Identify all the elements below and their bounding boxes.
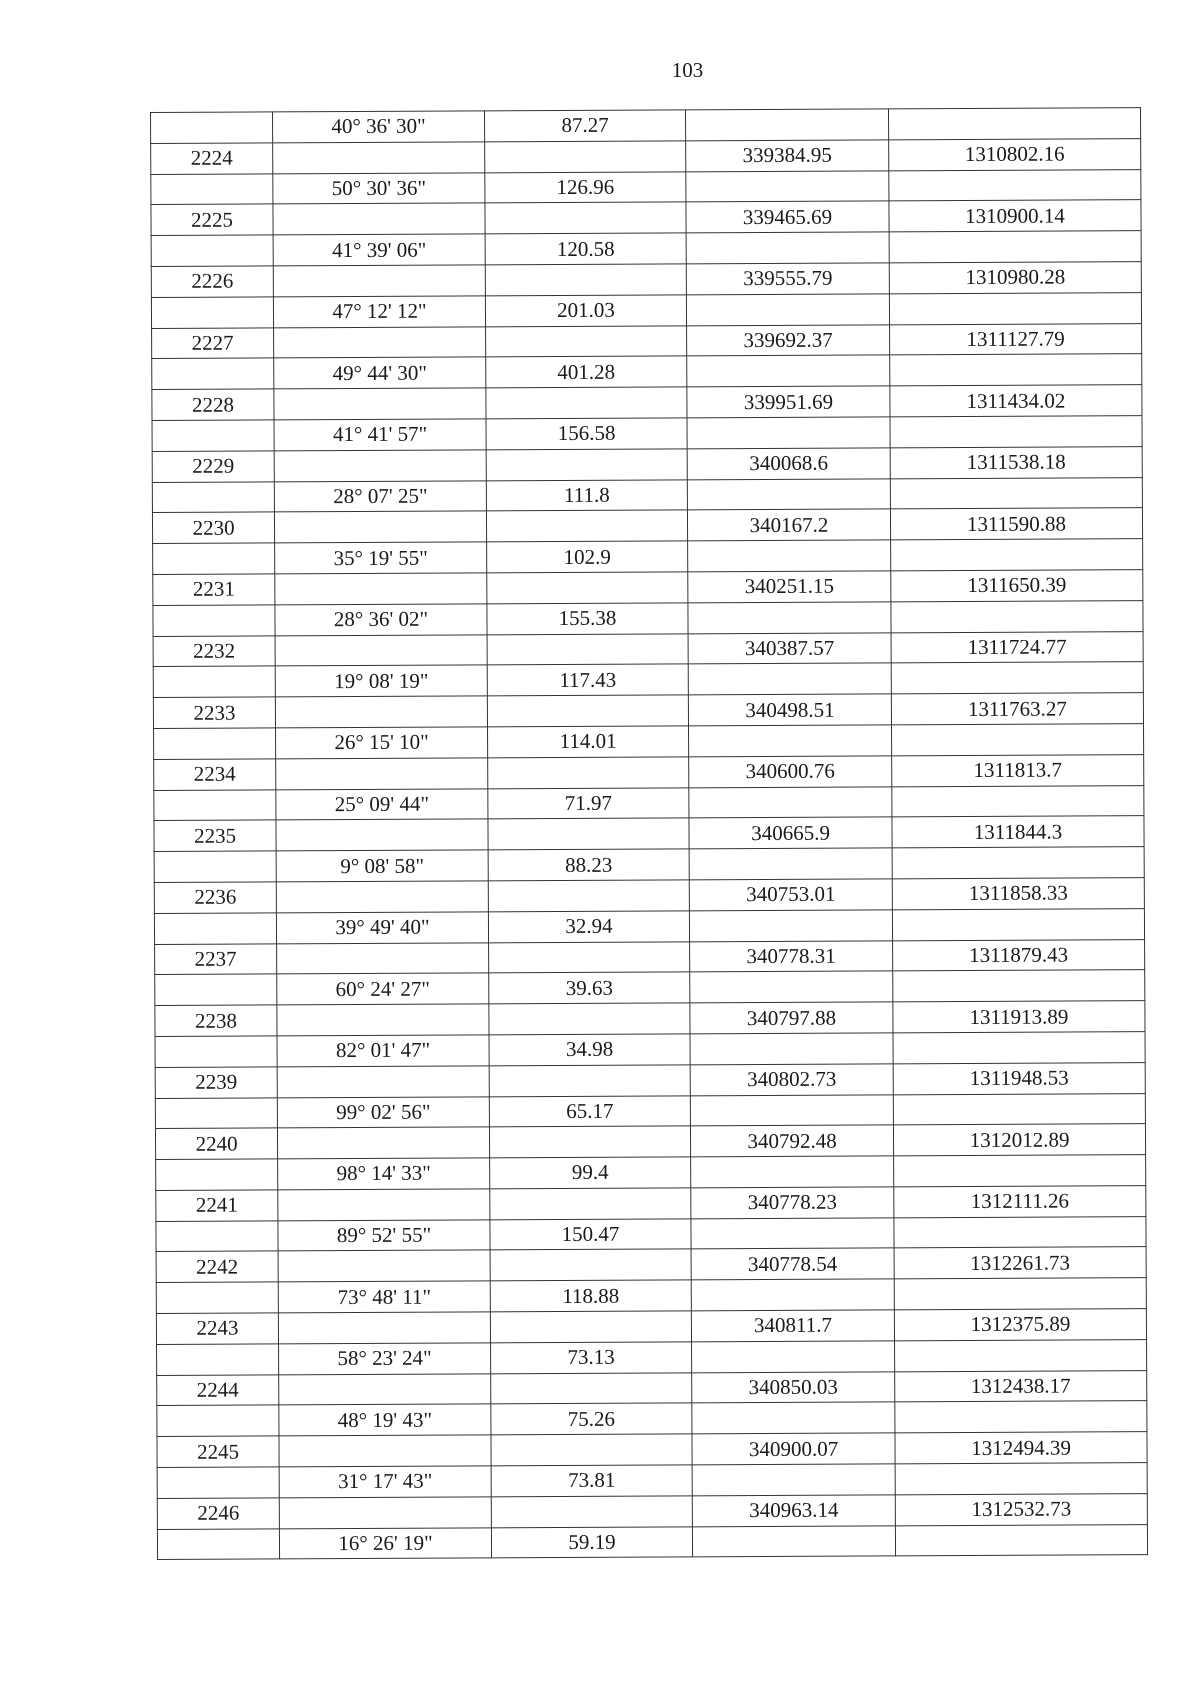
point-row [156, 1247, 1146, 1283]
northing-cell [892, 785, 1144, 817]
bearing-cell: 9° 08' 58" [276, 850, 488, 882]
distance-cell: 87.27 [484, 110, 685, 142]
easting-cell: 340963.14 [692, 1495, 895, 1527]
northing-cell: 1312494.39 [895, 1432, 1147, 1464]
station-cell: 2225 [151, 204, 273, 235]
distance-cell [486, 449, 687, 481]
easting-cell: 340498.51 [688, 694, 891, 726]
bearing-cell: 31° 17' 43" [279, 1466, 491, 1498]
bearing-row [156, 1155, 1146, 1191]
station-cell [155, 974, 277, 1005]
station-cell: 2232 [153, 635, 275, 666]
bearing-row [155, 1032, 1145, 1068]
northing-cell: 1312375.89 [894, 1309, 1146, 1341]
easting-cell: 340900.07 [692, 1433, 895, 1465]
bearing-cell [277, 1004, 489, 1036]
station-cell [151, 173, 273, 204]
station-cell: 2237 [155, 943, 277, 974]
distance-cell: 73.13 [491, 1342, 692, 1374]
easting-cell [685, 109, 888, 141]
station-cell [152, 481, 274, 512]
bearing-cell: 41° 41' 57" [274, 419, 486, 451]
station-cell: 2224 [151, 143, 273, 174]
bearing-cell [277, 942, 489, 974]
easting-cell: 340600.76 [689, 756, 892, 788]
station-cell: 2227 [152, 327, 274, 358]
northing-cell: 1312111.26 [894, 1186, 1146, 1218]
station-cell [155, 1036, 277, 1067]
station-cell [153, 666, 275, 697]
northing-cell [894, 1278, 1146, 1310]
station-cell [156, 1282, 278, 1313]
bearing-cell [274, 326, 486, 358]
easting-cell: 340665.9 [689, 817, 892, 849]
station-cell [154, 789, 276, 820]
easting-cell: 340850.03 [692, 1372, 895, 1404]
bearing-cell [275, 696, 487, 728]
bearing-row [157, 1463, 1147, 1499]
northing-cell [891, 662, 1143, 694]
distance-cell: 73.81 [491, 1465, 692, 1497]
distance-cell [485, 141, 686, 173]
station-cell: 2240 [155, 1128, 277, 1159]
point-row [153, 570, 1143, 606]
easting-cell [688, 540, 891, 572]
easting-cell [686, 294, 889, 326]
bearing-cell [277, 1066, 489, 1098]
bearing-row [157, 1524, 1147, 1560]
distance-cell [491, 1434, 692, 1466]
northing-cell [892, 847, 1144, 879]
bearing-row [154, 908, 1144, 944]
station-cell [157, 1344, 279, 1375]
bearing-cell: 39° 49' 40" [276, 912, 488, 944]
point-row [154, 816, 1144, 852]
northing-cell [893, 970, 1145, 1002]
distance-cell [489, 941, 690, 973]
station-cell: 2233 [153, 697, 275, 728]
station-cell: 2244 [157, 1375, 279, 1406]
easting-cell [689, 725, 892, 757]
distance-cell [486, 387, 687, 419]
distance-cell: 65.17 [489, 1095, 690, 1127]
easting-cell [690, 1033, 893, 1065]
northing-cell: 1311858.33 [892, 878, 1144, 910]
easting-cell [692, 1341, 895, 1373]
northing-cell [890, 477, 1142, 509]
easting-cell [692, 1464, 895, 1496]
northing-cell [895, 1463, 1147, 1495]
bearing-cell: 28° 36' 02" [275, 604, 487, 636]
distance-cell: 99.4 [490, 1157, 691, 1189]
point-row [154, 878, 1144, 914]
easting-cell [692, 1526, 895, 1558]
point-row [151, 138, 1141, 174]
bearing-cell: 48° 19' 43" [279, 1404, 491, 1436]
distance-cell: 88.23 [488, 849, 689, 881]
easting-cell [691, 1156, 894, 1188]
distance-cell [491, 1496, 692, 1528]
point-row [157, 1432, 1147, 1468]
bearing-cell [274, 511, 486, 543]
distance-cell: 155.38 [487, 603, 688, 635]
northing-cell [895, 1340, 1147, 1372]
point-row [155, 1124, 1145, 1160]
easting-cell: 340802.73 [690, 1064, 893, 1096]
station-cell [154, 913, 276, 944]
station-cell: 2245 [157, 1436, 279, 1467]
distance-cell [490, 1311, 691, 1343]
distance-cell [489, 1003, 690, 1035]
northing-cell: 1311813.7 [892, 754, 1144, 786]
distance-cell: 201.03 [485, 295, 686, 327]
distance-cell [486, 325, 687, 357]
bearing-cell [276, 758, 488, 790]
point-row [153, 693, 1143, 729]
distance-cell [489, 1126, 690, 1158]
northing-cell: 1311948.53 [893, 1062, 1145, 1094]
station-cell [153, 605, 275, 636]
bearing-cell [274, 388, 486, 420]
easting-cell: 340778.23 [691, 1187, 894, 1219]
northing-cell: 1312438.17 [895, 1370, 1147, 1402]
bearing-cell [275, 573, 487, 605]
bearing-row [157, 1401, 1147, 1437]
distance-cell [490, 1249, 691, 1281]
easting-cell [691, 1279, 894, 1311]
distance-cell: 71.97 [488, 787, 689, 819]
bearing-row [154, 785, 1144, 821]
easting-cell [690, 1094, 893, 1126]
easting-cell: 340251.15 [688, 571, 891, 603]
distance-cell: 126.96 [485, 171, 686, 203]
point-row [157, 1370, 1147, 1406]
easting-cell: 340778.54 [691, 1248, 894, 1280]
bearing-row [154, 724, 1144, 760]
northing-cell: 1311913.89 [893, 1001, 1145, 1033]
distance-cell: 401.28 [486, 356, 687, 388]
station-cell [151, 112, 273, 143]
bearing-cell [273, 142, 485, 174]
northing-cell [890, 354, 1142, 386]
northing-cell: 1312012.89 [893, 1124, 1145, 1156]
point-row [153, 631, 1143, 667]
bearing-cell: 99° 02' 56" [277, 1096, 489, 1128]
distance-cell [488, 880, 689, 912]
bearing-cell: 26° 15' 10" [276, 727, 488, 759]
northing-cell: 1312532.73 [895, 1494, 1147, 1526]
point-row [157, 1494, 1147, 1530]
distance-cell [491, 1373, 692, 1405]
point-row [155, 1062, 1145, 1098]
bearing-cell [277, 1127, 489, 1159]
station-cell [156, 1159, 278, 1190]
northing-cell [895, 1524, 1147, 1556]
point-row [155, 939, 1145, 975]
bearing-row [152, 477, 1142, 513]
northing-cell [894, 1216, 1146, 1248]
coordinate-table-body [151, 108, 1148, 1560]
bearing-cell [274, 450, 486, 482]
distance-cell [487, 572, 688, 604]
distance-cell: 111.8 [486, 479, 687, 511]
station-cell: 2239 [155, 1067, 277, 1098]
bearing-row [151, 169, 1141, 205]
bearing-row [151, 108, 1141, 144]
bearing-cell [276, 819, 488, 851]
station-cell [151, 297, 273, 328]
bearing-cell: 58° 23' 24" [279, 1343, 491, 1375]
easting-cell: 340753.01 [689, 879, 892, 911]
northing-cell: 1311879.43 [893, 939, 1145, 971]
point-row [152, 446, 1142, 482]
northing-cell [889, 292, 1141, 324]
bearing-cell: 82° 01' 47" [277, 1035, 489, 1067]
point-row [151, 200, 1141, 236]
bearing-row [152, 354, 1142, 390]
station-cell [153, 543, 275, 574]
northing-cell: 1311650.39 [891, 570, 1143, 602]
easting-cell: 340797.88 [690, 1002, 893, 1034]
northing-cell: 1312261.73 [894, 1247, 1146, 1279]
easting-cell: 339555.79 [686, 263, 889, 295]
distance-cell [487, 695, 688, 727]
distance-cell: 75.26 [491, 1403, 692, 1435]
northing-cell [889, 231, 1141, 263]
bearing-row [154, 847, 1144, 883]
bearing-row [153, 662, 1143, 698]
distance-cell: 39.63 [489, 972, 690, 1004]
station-cell [154, 851, 276, 882]
point-row [152, 385, 1142, 421]
bearing-cell: 35° 19' 55" [275, 542, 487, 574]
bearing-cell: 89° 52' 55" [278, 1220, 490, 1252]
bearing-cell [278, 1312, 490, 1344]
distance-cell: 59.19 [491, 1527, 692, 1559]
easting-cell: 340167.2 [687, 509, 890, 541]
coordinate-table [150, 107, 1148, 1560]
easting-cell [686, 170, 889, 202]
northing-cell: 1310900.14 [889, 200, 1141, 232]
northing-cell: 1311590.88 [890, 508, 1142, 540]
bearing-row [151, 292, 1141, 328]
easting-cell: 339692.37 [687, 324, 890, 356]
bearing-cell: 40° 36' 30" [273, 111, 485, 143]
easting-cell: 339384.95 [686, 140, 889, 172]
bearing-cell [279, 1497, 491, 1529]
bearing-cell: 28° 07' 25" [274, 480, 486, 512]
northing-cell: 1311127.79 [890, 323, 1142, 355]
easting-cell [691, 1218, 894, 1250]
distance-cell [489, 1065, 690, 1097]
point-row [152, 508, 1142, 544]
northing-cell [892, 908, 1144, 940]
northing-cell: 1311724.77 [891, 631, 1143, 663]
distance-cell: 117.43 [487, 664, 688, 696]
bearing-cell: 47° 12' 12" [273, 296, 485, 328]
northing-cell [890, 416, 1142, 448]
easting-cell [689, 786, 892, 818]
bearing-cell [273, 203, 485, 235]
station-cell: 2235 [154, 820, 276, 851]
easting-cell: 340792.48 [690, 1125, 893, 1157]
bearing-row [153, 539, 1143, 575]
station-cell: 2226 [151, 266, 273, 297]
northing-cell: 1311763.27 [891, 693, 1143, 725]
bearing-cell: 50° 30' 36" [273, 172, 485, 204]
bearing-cell [278, 1189, 490, 1221]
station-cell: 2234 [154, 759, 276, 790]
bearing-row [156, 1278, 1146, 1314]
distance-cell: 32.94 [488, 911, 689, 943]
distance-cell [488, 757, 689, 789]
bearing-cell [273, 265, 485, 297]
station-cell [151, 235, 273, 266]
bearing-cell: 16° 26' 19" [279, 1528, 491, 1560]
easting-cell [688, 663, 891, 695]
station-cell [152, 358, 274, 389]
station-cell: 2246 [157, 1498, 279, 1529]
station-cell [152, 420, 274, 451]
northing-cell [894, 1155, 1146, 1187]
station-cell [154, 728, 276, 759]
distance-cell [487, 633, 688, 665]
easting-cell [688, 602, 891, 634]
northing-cell: 1311844.3 [892, 816, 1144, 848]
point-row [156, 1186, 1146, 1222]
station-cell: 2242 [156, 1251, 278, 1282]
bearing-cell: 60° 24' 27" [277, 973, 489, 1005]
bearing-cell [278, 1250, 490, 1282]
easting-cell [689, 848, 892, 880]
distance-cell [490, 1188, 691, 1220]
easting-cell: 339465.69 [686, 201, 889, 233]
northing-cell [891, 600, 1143, 632]
station-cell: 2229 [152, 451, 274, 482]
bearing-cell [279, 1374, 491, 1406]
distance-cell: 120.58 [485, 233, 686, 265]
bearing-row [151, 231, 1141, 267]
distance-cell [486, 510, 687, 542]
coordinate-table-wrapper [150, 107, 1148, 1560]
easting-cell: 340811.7 [691, 1310, 894, 1342]
northing-cell [893, 1032, 1145, 1064]
bearing-cell [276, 881, 488, 913]
easting-cell: 339951.69 [687, 386, 890, 418]
bearing-cell: 49° 44' 30" [274, 357, 486, 389]
station-cell: 2238 [155, 1005, 277, 1036]
bearing-cell: 73° 48' 11" [278, 1281, 490, 1313]
bearing-cell: 98° 14' 33" [278, 1158, 490, 1190]
bearing-row [157, 1340, 1147, 1376]
station-cell: 2243 [156, 1313, 278, 1344]
bearing-cell [279, 1435, 491, 1467]
page-number: 103 [671, 58, 704, 82]
station-cell: 2241 [156, 1190, 278, 1221]
bearing-cell: 19° 08' 19" [275, 665, 487, 697]
station-cell [157, 1467, 279, 1498]
station-cell: 2236 [154, 882, 276, 913]
northing-cell [889, 169, 1141, 201]
point-row [156, 1309, 1146, 1345]
easting-cell [692, 1402, 895, 1434]
easting-cell: 340778.31 [690, 940, 893, 972]
easting-cell [687, 355, 890, 387]
station-cell: 2228 [152, 389, 274, 420]
easting-cell [690, 971, 893, 1003]
bearing-cell [275, 634, 487, 666]
northing-cell [891, 539, 1143, 571]
northing-cell: 1310802.16 [889, 138, 1141, 170]
station-cell [157, 1405, 279, 1436]
easting-cell [687, 478, 890, 510]
bearing-row [155, 1093, 1145, 1129]
point-row [151, 262, 1141, 298]
point-row [152, 323, 1142, 359]
bearing-row [155, 970, 1145, 1006]
station-cell [157, 1529, 279, 1560]
northing-cell: 1310980.28 [889, 262, 1141, 294]
easting-cell: 340068.6 [687, 448, 890, 480]
bearing-cell: 25° 09' 44" [276, 788, 488, 820]
easting-cell [687, 417, 890, 449]
distance-cell [485, 202, 686, 234]
station-cell: 2231 [153, 574, 275, 605]
northing-cell: 1311434.02 [890, 385, 1142, 417]
bearing-row [152, 416, 1142, 452]
station-cell [155, 1097, 277, 1128]
easting-cell: 340387.57 [688, 632, 891, 664]
station-cell: 2230 [152, 512, 274, 543]
station-cell [156, 1221, 278, 1252]
distance-cell [488, 818, 689, 850]
point-row [154, 754, 1144, 790]
distance-cell [485, 264, 686, 296]
northing-cell [888, 108, 1140, 140]
northing-cell [895, 1401, 1147, 1433]
northing-cell [892, 724, 1144, 756]
bearing-cell: 41° 39' 06" [273, 234, 485, 266]
distance-cell: 156.58 [486, 418, 687, 450]
bearing-row [156, 1216, 1146, 1252]
easting-cell [686, 232, 889, 264]
distance-cell: 150.47 [490, 1219, 691, 1251]
northing-cell: 1311538.18 [890, 446, 1142, 478]
northing-cell [893, 1093, 1145, 1125]
easting-cell [689, 910, 892, 942]
point-row [155, 1001, 1145, 1037]
distance-cell: 102.9 [487, 541, 688, 573]
distance-cell: 34.98 [489, 1034, 690, 1066]
distance-cell: 114.01 [488, 726, 689, 758]
distance-cell: 118.88 [490, 1280, 691, 1312]
bearing-row [153, 600, 1143, 636]
